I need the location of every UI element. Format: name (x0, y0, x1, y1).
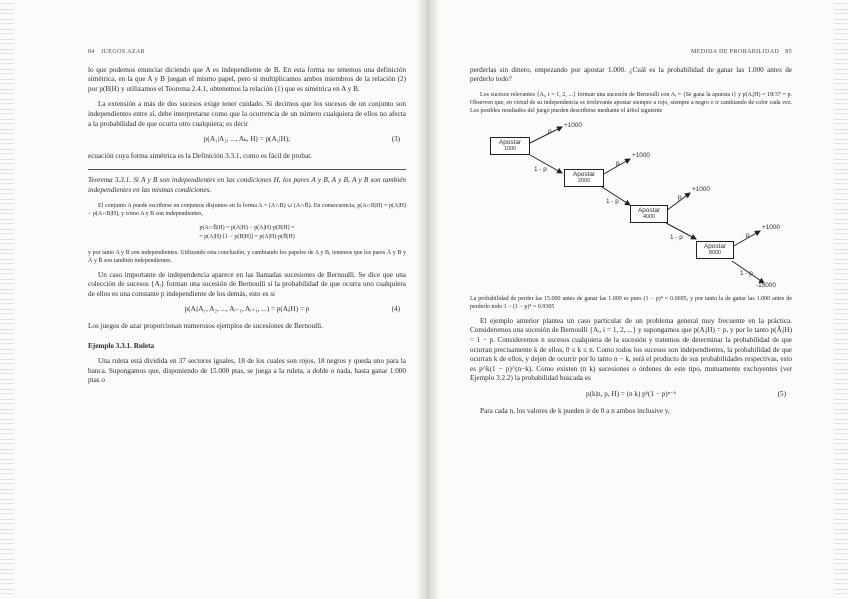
page-number: 85 (785, 49, 792, 55)
equation-text: p(A₁|A₂, ..., Aₖ, H) = p(A₁|H); (203, 135, 291, 144)
paragraph: perderlas sin dinero, empezando por apostar 1.000. ¿Cuál es la probabilidad de ganar las 1.000 antes de perderlo todo? (470, 65, 792, 84)
bet-node-3 (630, 205, 668, 223)
bet-amount: 8000 (709, 249, 721, 256)
paragraph: Para cada n, los valores de k pueden ir de 0 a n ambos inclusive y, (480, 406, 670, 415)
right-page (470, 48, 792, 422)
win-payoff: +1000 (692, 185, 710, 193)
theorem: Teorema 3.3.1. Si A y B son independientes en las condiciones H, los pares A y B, A y B, A y B son también independientes en las mismas condiciones. (88, 176, 406, 194)
right-page-header (470, 48, 792, 58)
win-branch-label: p (616, 159, 620, 167)
lose-branch-label: 1 - p (534, 165, 547, 173)
lose-branch-label: 1 - p (606, 197, 619, 205)
equation-number: (5) (777, 389, 786, 398)
paragraph: Los juegos de azar proporcionan numerosos ejemplos de sucesiones de Bernoulli. (88, 321, 323, 330)
bet-amount: 4000 (643, 213, 655, 220)
left-page-header (88, 48, 406, 58)
bet-node-label: Apostar (637, 206, 661, 214)
win-branch-label: p (678, 193, 682, 201)
bet-amount: 2000 (578, 177, 590, 184)
win-payoff: +1000 (762, 223, 780, 231)
final-loss: -15000 (756, 281, 776, 289)
paragraph: Un caso importante de independencia aparece en las llamadas sucesiones de Bernoulli. Se dice que una colección de sucesos {Aᵢ} forman una sucesión de Bernoulli si la probabilidad de que ocurra uno cualquiera de ellos es una constante p independiente de los demás, esto es si (88, 270, 406, 298)
equation-text: p(k|n, p, H) = (n k) pᵏ(1 − p)ⁿ⁻ᵏ (585, 389, 676, 398)
lose-branch-label: 1 - p (740, 269, 753, 277)
equation-number: (4) (391, 305, 400, 314)
bet-node-2 (564, 169, 604, 187)
win-branch-label: p (746, 231, 750, 239)
lose-branch-label: 1 - p (670, 233, 683, 241)
win-payoff: +1000 (632, 151, 650, 159)
book-gutter (418, 0, 438, 599)
equation-3 (88, 135, 406, 145)
paragraph: lo que podemos enunciar diciendo que A es independiente de B. En esta forma no tenemos una definición simétrica, en la que A y B juegan el mismo papel, pero si multiplicamos ambos miembros de la relación (2) por p(B|H) y utilizamos el Teorema 2.4.1, obtenemos la relación (1) que es simétrica en A y B. (88, 65, 406, 93)
proof-equations (88, 224, 406, 242)
equation-number: (3) (391, 135, 400, 144)
bet-node-label: Apostar (572, 170, 596, 178)
equation-line: p(A∩B̄|H) = p(A|H) − p(A|H)·p(B|H) = (199, 224, 295, 231)
paragraph: La extensión a más de dos sucesos exige tener cuidado. Si decimos que los sucesos de un conjunto son independientes entre sí, debe interpretarse como que la ocurrencia de un número cualquiera de ellos no afecta a la probabilidad de que ocurra otro cualquiera; es decir (88, 100, 406, 128)
diagram-caption: La probabilidad de perder las 15.000 antes de ganar las 1.000 es pues (1 − p)⁴ = 0.0695, y por tanto la de ganar las 1.000 antes de perderlo todo 1 − (1 − p)⁴ = 0.9305 (470, 295, 792, 310)
example-text: Una ruleta está dividida en 37 sectores iguales, 18 de los cuales son rojos, 18 negros y queda uno para la banca. Supongamos que, disponiendo de 15.000 ptas, se juega a la ruleta, a doble o nada, hasta ganar 1.000 ptas o (88, 357, 406, 385)
equation-5 (470, 390, 792, 400)
proof-text: y por tanto A y B son independientes. Utilizando esta conclusión, y cambiando los papeles de A y B, tenemos que los pares Ā y B y Ā y B̄ son también independientes. (88, 249, 406, 264)
bet-node-label: Apostar (703, 242, 727, 250)
left-scan-edge (0, 0, 14, 599)
page-number: 84 (88, 49, 95, 55)
divider (88, 169, 406, 170)
running-head: JUEGOS AZAR (100, 49, 146, 55)
win-branch-label: p (548, 127, 552, 135)
bet-node-4 (696, 241, 734, 259)
right-scan-edge (834, 0, 848, 599)
equation-line: = p(A|H)·[1 − p(B|H)] = p(A|H)·p(B̄|H) (199, 233, 295, 240)
left-page (88, 48, 406, 392)
bet-node-1 (490, 137, 530, 155)
equation-text: p(Aᵢ|A₁, A₂, ..., Aᵢ₋₁, Aᵢ₊₁, ...) = p(Aᵢ|H) = p (184, 305, 310, 314)
paragraph: ecuación cuya forma simétrica es la Definición 3.3.1, como es fácil de probar. (88, 151, 312, 160)
betting-tree-diagram (470, 121, 792, 291)
explanation-text: Los sucesos relevantes {Aᵢ, i = 1, 2, ...} forman una sucesión de Bernoulli con Aᵢ = {Se gana la apuesta i} y p(Aᵢ|H) = 18/37 = p. Observen que, en virtud de su independencia es irrelevante apostar siempre a rojo, siempre a negro o ir cambiando de color cada vez. Los posibles resultados del juego pueden describirse mediante el árbol siguiente (470, 91, 792, 114)
equation-4 (88, 305, 406, 315)
bet-node-label: Apostar (498, 138, 522, 146)
example-title: Ejemplo 3.3.1. Ruleta (88, 341, 155, 350)
paragraph: El ejemplo anterior plantea un caso particular de un problema general muy frecuente en la práctica. Consideremos una sucesión de Bernoulli {Aᵢ, i = 1, 2, ...} y supongamos que p(Aᵢ|H) = p, y por lo tanto p(Āᵢ|H) = 1 − p. Consideremos n sucesos cualquiera de la sucesión y tratemos de determinar la probabilidad de que ocurran precisamente k de ellos, 0 ≤ k ≤ n. Como todos los sucesos son independientes, la probabilidad de que ocurran k de ellos, y dejen de ocurrir por lo tanto n − k, será el producto de sus probabilidades respectivas, esto es p^k(1 − p)^(n−k). Como existen (n k) sucesiones o órdenes de este tipo, mutuamente excluyentes (ver Ejemplo 3.2.2) la probabilidad buscada es (470, 316, 792, 383)
win-payoff: +1000 (564, 121, 582, 129)
running-head: MEDIDA DE PROBABILIDAD (691, 49, 780, 55)
proof-text: El conjunto A puede escribirse en conjuntos disjuntos en la forma A = (A∩B) ∪ (A∩B̄). En consecuencia, p(A∩B|H) = p(A|H) − p(A∩B|H), y como A y B son independientes, (88, 202, 406, 217)
bet-amount: 1000 (504, 145, 516, 152)
